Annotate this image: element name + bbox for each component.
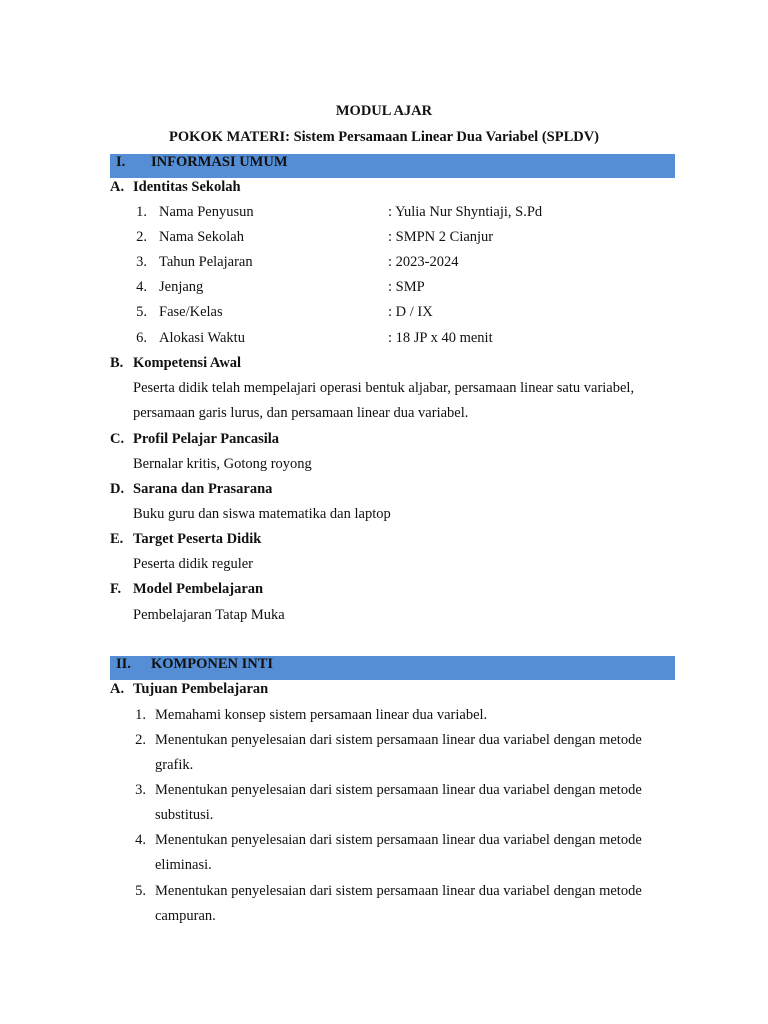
section-number: II.: [116, 656, 131, 672]
objective-number: 1.: [135, 707, 146, 723]
objective-line: grafik.: [155, 757, 194, 773]
section-title: KOMPONEN INTI: [151, 656, 274, 672]
objective-line: Menentukan penyelesaian dari sistem persamaan linear dua variabel dengan metode: [155, 782, 642, 798]
paragraph-line: Buku guru dan siswa matematika dan laptop: [133, 506, 391, 522]
subsection-heading: Model Pembelajaran: [133, 581, 264, 597]
objective-line: Menentukan penyelesaian dari sistem persamaan linear dua variabel dengan metode: [155, 883, 642, 899]
identity-row-value: : Yulia Nur Shyntiaji, S.Pd: [388, 204, 543, 220]
paragraph-line: Peserta didik telah mempelajari operasi bentuk aljabar, persamaan linear satu variabel,: [133, 380, 635, 396]
subsection-letter: E.: [110, 531, 124, 547]
subsection-heading: Identitas Sekolah: [133, 179, 241, 195]
objective-number: 2.: [135, 732, 146, 748]
section-bar-informasi-umum: [110, 154, 675, 178]
identity-row-value: : 18 JP x 40 menit: [388, 330, 493, 346]
document-title: MODUL AJAR: [335, 103, 433, 119]
objective-number: 4.: [135, 832, 146, 848]
subsection-letter: A.: [110, 179, 125, 195]
subsection-heading: Target Peserta Didik: [133, 531, 262, 547]
identity-row-label: Nama Sekolah: [159, 229, 244, 245]
identity-row-number: 5.: [136, 304, 147, 320]
identity-row-number: 6.: [136, 330, 147, 346]
objective-line: Menentukan penyelesaian dari sistem persamaan linear dua variabel dengan metode: [155, 732, 642, 748]
paragraph-line: Bernalar kritis, Gotong royong: [133, 456, 312, 472]
identity-row-number: 4.: [136, 279, 147, 295]
section-bar-komponen-inti: [110, 656, 675, 680]
identity-row-number: 2.: [136, 229, 147, 245]
identity-row-label: Jenjang: [159, 279, 204, 295]
document-subtitle: POKOK MATERI: Sistem Persamaan Linear Dua Variabel (SPLDV): [168, 129, 600, 145]
identity-row-value: : D / IX: [388, 304, 433, 320]
objective-line: Menentukan penyelesaian dari sistem persamaan linear dua variabel dengan metode: [155, 832, 642, 848]
paragraph-line: Peserta didik reguler: [133, 556, 253, 572]
section-number: I.: [116, 154, 126, 170]
subsection-letter: D.: [110, 481, 125, 497]
identity-row-value: : SMPN 2 Cianjur: [388, 229, 494, 245]
subsection-heading: Tujuan Pembelajaran: [133, 681, 269, 697]
subsection-letter: B.: [110, 355, 124, 371]
paragraph-line: Pembelajaran Tatap Muka: [133, 607, 285, 623]
objective-line: campuran.: [155, 908, 216, 924]
identity-row-number: 1.: [136, 204, 147, 220]
objective-line: eliminasi.: [155, 857, 212, 873]
identity-row-value: : SMP: [388, 279, 425, 295]
identity-row-label: Fase/Kelas: [159, 304, 223, 320]
objective-number: 3.: [135, 782, 146, 798]
subsection-heading: Profil Pelajar Pancasila: [133, 431, 280, 447]
objective-line: substitusi.: [155, 807, 214, 823]
subsection-letter: C.: [110, 431, 125, 447]
identity-row-label: Alokasi Waktu: [159, 330, 245, 346]
paragraph-line: persamaan garis lurus, dan persamaan linear dua variabel.: [133, 405, 469, 421]
subsection-letter: A.: [110, 681, 125, 697]
objective-number: 5.: [135, 883, 146, 899]
identity-row-number: 3.: [136, 254, 147, 270]
objective-line: Memahami konsep sistem persamaan linear dua variabel.: [155, 707, 488, 723]
identity-row-label: Tahun Pelajaran: [159, 254, 253, 270]
subsection-heading: Sarana dan Prasarana: [133, 481, 273, 497]
section-title: INFORMASI UMUM: [151, 154, 288, 170]
identity-row-value: : 2023-2024: [388, 254, 459, 270]
identity-row-label: Nama Penyusun: [159, 204, 254, 220]
subsection-letter: F.: [110, 581, 122, 597]
subsection-heading: Kompetensi Awal: [133, 355, 242, 371]
